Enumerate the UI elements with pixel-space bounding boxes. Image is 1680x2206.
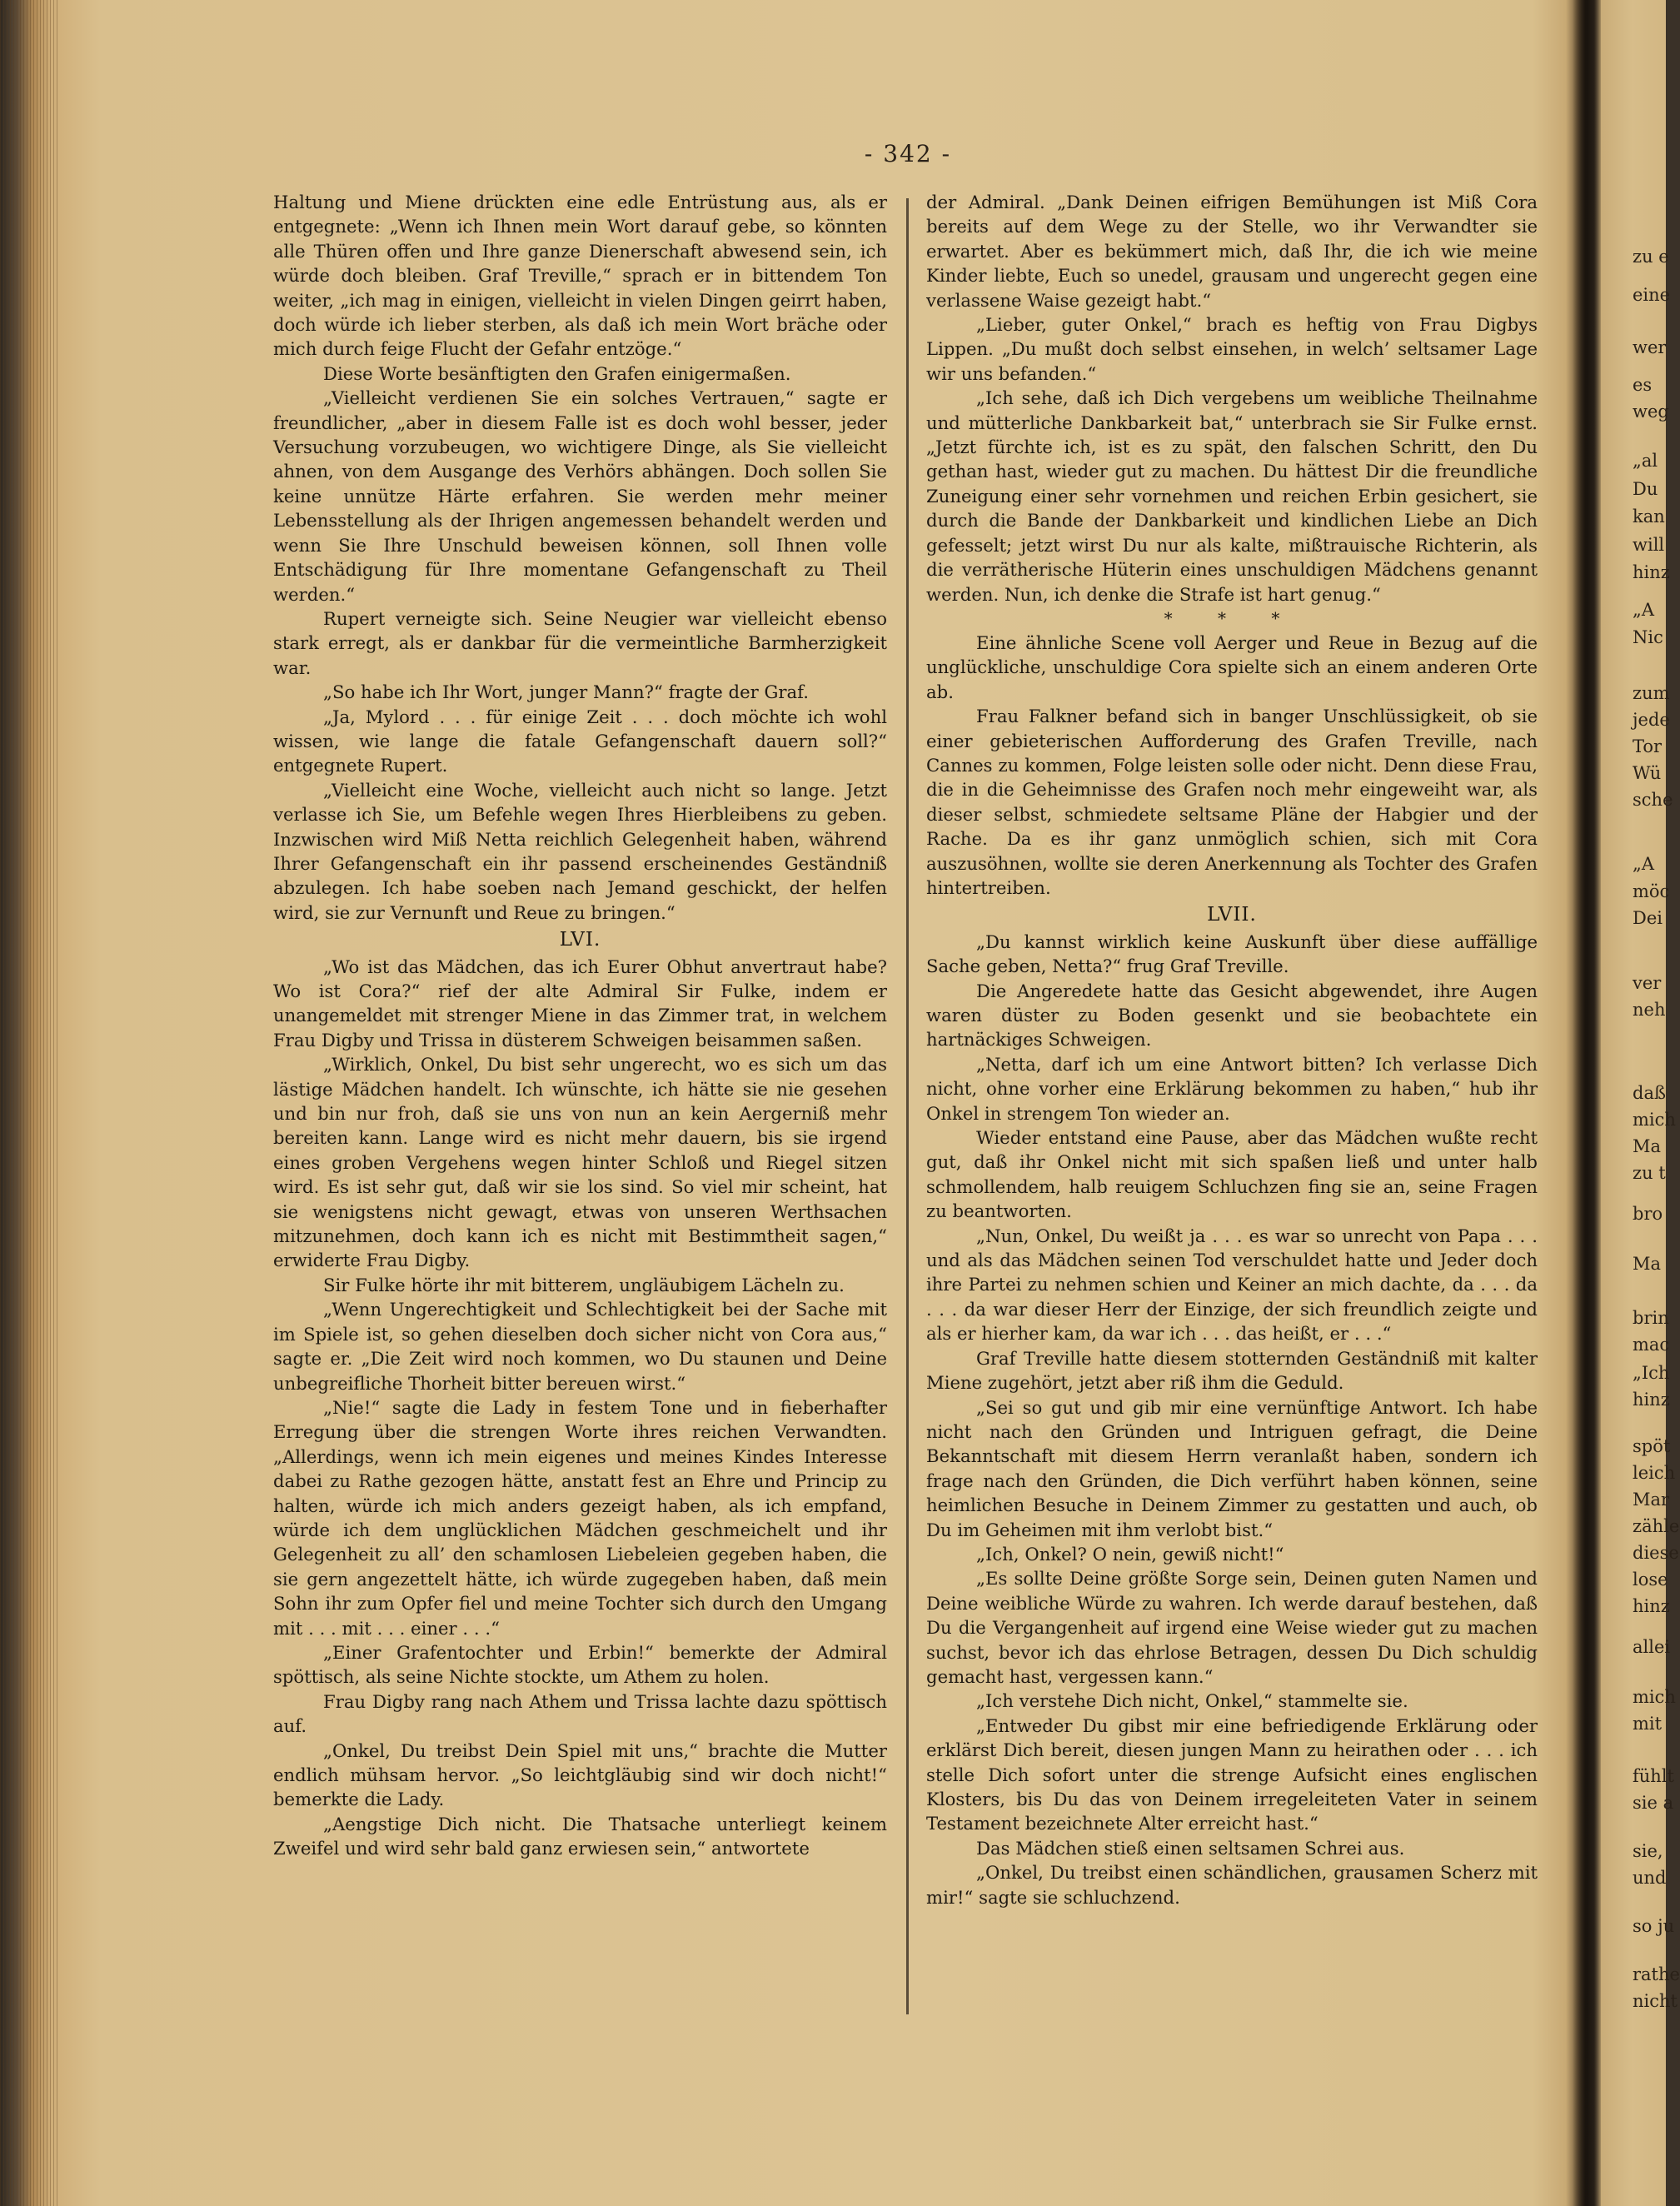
paragraph: Die Angeredete hatte das Gesicht abgewendet, ihre Augen waren düster zu Boden gesenkt und sie beobachtete ein hartnäckiges Schweigen.	[926, 980, 1538, 1051]
paragraph: „Wo ist das Mädchen, das ich Eurer Obhut anvertraut habe? Wo ist Cora?“ rief der alte Admiral Sir Fulke, indem er unangemeldet mit strenger Miene in das Zimmer trat, in welchem Frau Digby und Trissa in düsterem Schweigen beisammen saßen.	[273, 956, 887, 1051]
paragraph: „Es sollte Deine größte Sorge sein, Deinen guten Namen und Deine weibliche Würde zu wahren. Ich werde darauf bestehen, daß Du die Vergangenheit auf irgend eine Weise wieder gut zu machen suchst, bevor ich das ehrlose Betragen, dessen Du Dich schuldig gemacht hast, vergessen kann.“	[926, 1568, 1538, 1687]
paragraph: „Vielleicht verdienen Sie ein solches Vertrauen,“ sagte er freundlicher, „aber in diesem Falle ist es doch wohl besser, jeder Versuchung vorzubeugen, wo wichtigere Dinge, als Sie vielleicht ahnen, von dem Ausgange des Verhörs abhängen. Doch sollen Sie keine unnütze Härte erfahren. Sie werden mehr meiner Lebensstellung als der Ihrigen angemessen behandelt werden und wenn Sie Ihre Unschuld beweisen können, soll Ihnen volle Entschädigung für Ihre momentane Gefangenschaft zu Theil werden.“	[273, 387, 887, 605]
next-page-fragment: so ju	[1633, 1916, 1675, 1936]
next-page-fragment: zu t	[1633, 1163, 1666, 1183]
right-text-column	[926, 190, 1538, 1909]
next-page-fragment: hinz	[1633, 1390, 1670, 1410]
paragraph: „Einer Grafentochter und Erbin!“ bemerkte der Admiral spöttisch, als seine Nichte stockte, um Athem zu holen.	[273, 1641, 887, 1688]
next-page-fragment: diese	[1633, 1543, 1679, 1563]
next-page-fragment: sie a	[1633, 1793, 1674, 1813]
next-page-fragment: lose	[1633, 1570, 1668, 1590]
paragraph: „Ich sehe, daß ich Dich vergebens um weibliche Theilnahme und mütterliche Dankbarkeit bat,“ unterbrach sie Sir Fulke ernst. „Jetzt fürchte ich, ist es zu spät, den falschen Schritt, den Du gethan hast, wieder gut zu machen. Du hättest Dir die freundliche Zuneigung einer sehr vornehmen und reichen Erbin gesichert, sie durch die Bande der Dankbarkeit und kindlichen Liebe an Dich gefesselt; jetzt wirst Du nur als kalte, mißtrauische Richterin, als die verrätherische Hüterin eines unschuldigen Mädchens genannt werden. Nun, ich denke die Strafe ist hart genug.“	[926, 387, 1538, 605]
left-text-column	[273, 190, 887, 1861]
paragraph: „Ja, Mylord . . . für einige Zeit . . . doch möchte ich wohl wissen, wie lange die fatale Gefangenschaft dauern soll?“ entgegnete Rupert.	[273, 706, 887, 776]
paragraph: Eine ähnliche Scene voll Aerger und Reue in Bezug auf die unglückliche, unschuldige Cora spielte sich an einem anderen Orte ab.	[926, 631, 1538, 702]
book-gutter	[1573, 0, 1601, 2206]
next-page-fragment: weg	[1633, 402, 1669, 422]
next-page-fragment: zu e	[1633, 247, 1669, 267]
next-page-fragment: zum	[1633, 683, 1670, 703]
paragraph: Wieder entstand eine Pause, aber das Mädchen wußte recht gut, daß ihr Onkel nicht mit sich spaßen ließ und unter halb schmollendem, halb reuigem Schluchzen fing sie an, seine Fragen zu beantworten.	[926, 1127, 1538, 1222]
paragraph: „Sei so gut und gib mir eine vernünftige Antwort. Ich habe nicht nach den Gründen und Intriguen gefragt, die Deine Bekanntschaft mit diesem Herrn veranlaßt haben, sondern ich frage nach den Gründen, die Dich verführt haben können, seine heimlichen Besuche in Deinem Zimmer zu gestatten und auch, ob Du im Geheimen mit ihm verlobt bist.“	[926, 1396, 1538, 1540]
paragraph: „So habe ich Ihr Wort, junger Mann?“ fragte der Graf.	[323, 681, 809, 703]
next-page-fragment: mich	[1633, 1110, 1676, 1130]
next-page-fragment: Wü	[1633, 763, 1662, 783]
next-page-fragment: Ma	[1633, 1136, 1662, 1156]
next-page-fragment: und	[1633, 1868, 1667, 1888]
next-page-fragment: daß	[1633, 1083, 1666, 1103]
next-page-fragment: „Ich	[1633, 1363, 1670, 1383]
section-break-stars: * * *	[1164, 607, 1300, 628]
next-page-fragment: zähle	[1633, 1516, 1680, 1536]
next-page-fragment: wer	[1633, 337, 1667, 357]
next-page-fragment: eine	[1633, 285, 1671, 305]
next-page-fragment: Tor	[1633, 736, 1663, 756]
paragraph: Graf Treville hatte diesem stotternden Geständniß mit kalter Miene zugehört, jetzt aber riß ihm die Geduld.	[926, 1347, 1538, 1394]
paragraph: der Admiral. „Dank Deinen eifrigen Bemühungen ist Miß Cora bereits auf dem Wege zu der Stelle, wo ihr Verwandter sie erwartet. Aber es bekümmert mich, daß Ihr, die ich wie meine Kinder liebte, Euch so unedel, grausam und ungerecht gegen eine verlassene Waise gezeigt habt.“	[926, 192, 1538, 311]
next-page-fragment: kan	[1633, 507, 1665, 527]
paragraph: „Netta, darf ich um eine Antwort bitten? Ich verlasse Dich nicht, ohne vorher eine Erklärung bekommen zu haben,“ hub ihr Onkel in strengem Ton wieder an.	[926, 1053, 1538, 1124]
next-page-fragment: jede	[1633, 710, 1670, 730]
page-number: - 342 -	[864, 140, 952, 167]
next-page-fragment: sie,	[1633, 1841, 1663, 1861]
next-page-fragment: mit	[1633, 1714, 1663, 1734]
paragraph: Frau Falkner befand sich in banger Unschlüssigkeit, ob sie einer gebieterischen Aufforderung des Grafen Treville, nach Cannes zu kommen, Folge leisten solle oder nicht. Denn diese Frau, die in die Geheimnisse des Grafen noch mehr eingeweiht war, als dieser selbst, schmiedete seltsame Pläne der Habgier und der Rache. Da es ihr ganz unmöglich schien, sich mit Cora auszusöhnen, wollte sie deren Anerkennung als Tochter des Grafen hintertreiben.	[926, 706, 1538, 898]
paragraph: Diese Worte besänftigten den Grafen einigermaßen.	[323, 362, 791, 384]
next-page-fragment: ver	[1633, 973, 1662, 993]
chapter-heading: LVI.	[559, 929, 601, 951]
paragraph: Frau Digby rang nach Athem und Trissa lachte dazu spöttisch auf.	[273, 1690, 887, 1737]
paragraph: „Du kannst wirklich keine Auskunft über diese auffällige Sache geben, Netta?“ frug Graf Treville.	[926, 931, 1538, 977]
paragraph: „Entweder Du gibst mir eine befriedigende Erklärung oder erklärst Dich bereit, diesen jungen Mann zu heirathen oder . . . ich stelle Dich sofort unter die strenge Aufsicht eines englischen Klosters, bis Du das von Deinem irregeleiteten Vater in seinem Testament bezeichnete Alter erreicht hast.“	[926, 1714, 1538, 1834]
paragraph: Sir Fulke hörte ihr mit bitterem, ungläubigem Lächeln zu.	[323, 1274, 845, 1295]
next-page-fragment: Nic	[1633, 627, 1663, 647]
paragraph: „Nie!“ sagte die Lady in festem Tone und in fieberhafter Erregung über die strengen Worte ihres reichen Verwandten. „Allerdings, wenn ich mein eigenes und meines Kindes Interesse dabei zu Rathe gezogen hätte, anstatt fest an Ehre und Princip zu halten, würde ich mich anders gezeigt haben, als ich empfand, würde ich dem unglücklichen Mädchen geschmeichelt und ihr Gelegenheit zu all’ den schamlosen Liebeleien gegeben haben, die sie gern angezettelt hätte, ich würde zugegeben haben, daß mein Sohn ihr zum Opfer fiel und meine Tochter sich durch den Umgang mit . . . mit . . . einer . . .“	[273, 1396, 887, 1639]
next-page-fragment: „al	[1633, 451, 1658, 471]
paragraph: „Onkel, Du treibst einen schändlichen, grausamen Scherz mit mir!“ sagte sie schluchzend.	[926, 1862, 1538, 1908]
next-page-fragment: allei	[1633, 1637, 1671, 1657]
next-page-fragment: brin	[1633, 1308, 1669, 1328]
paragraph: „Lieber, guter Onkel,“ brach es heftig von Frau Digbys Lippen. „Du mußt doch selbst einsehen, in welch’ seltsamer Lage wir uns befanden.“	[926, 314, 1538, 384]
paragraph: „Onkel, Du treibst Dein Spiel mit uns,“ brachte die Mutter endlich mühsam hervor. „So leichtgläubig sind wir doch nicht!“ bemerkte die Lady.	[273, 1739, 887, 1810]
next-page-fragment: mich	[1633, 1687, 1676, 1707]
paragraph: Das Mädchen stieß einen seltsamen Schrei aus.	[976, 1837, 1405, 1859]
next-page-fragment: mac	[1633, 1335, 1670, 1355]
chapter-heading: LVII.	[1207, 904, 1257, 926]
next-page-fragment: sche	[1633, 790, 1673, 810]
next-page-fragment: spöt	[1633, 1436, 1671, 1456]
next-page-fragment: „A	[1633, 600, 1655, 620]
next-page-fragment: „A	[1633, 854, 1655, 874]
paragraph: „Ich verstehe Dich nicht, Onkel,“ stammelte sie.	[976, 1690, 1408, 1712]
next-page-fragment: Du	[1633, 479, 1658, 499]
next-page-fragment: hinz	[1633, 562, 1670, 582]
next-page-fragment: leich	[1633, 1463, 1676, 1483]
next-page-fragment: Dei	[1633, 908, 1663, 928]
paragraph: Haltung und Miene drückten eine edle Entrüstung aus, als er entgegnete: „Wenn ich Ihnen mein Wort darauf gebe, so könnten alle Thüren offen und Ihre ganze Dienerschaft abwesend sein, ich würde doch bleiben. Graf Treville,“ sprach er in bittendem Ton weiter, „ich mag in einigen, vielleicht in vielen Dingen geirrt haben, doch würde ich lieber sterben, als daß ich mein Wort bräche oder mich durch feige Flucht der Gefahr entzöge.“	[273, 192, 887, 360]
paragraph: „Wirklich, Onkel, Du bist sehr ungerecht, wo es sich um das lästige Mädchen handelt. Ich wünschte, ich hätte sie nie gesehen und bin nur froh, daß sie uns von nun an kein Aergerniß mehr bereiten kann. Lange wird es nicht mehr dauern, bis sie irgend eines groben Vergehens wegen hinter Schloß und Riegel sitzen wird. Es ist sehr gut, daß wir sie los sind. So viel mir scheint, hat sie wenigstens nicht gewagt, etwas von unseren Werthsachen mitzunehmen, doch kann ich es nicht mit Bestimmtheit sagen,“ erwiderte Frau Digby.	[273, 1054, 887, 1271]
paragraph: Rupert verneigte sich. Seine Neugier war vielleicht ebenso stark erregt, als er dankbar für die vermeintliche Barmherzigkeit war.	[273, 607, 887, 678]
paragraph: „Aengstige Dich nicht. Die Thatsache unterliegt keinem Zweifel und wird sehr bald ganz erwiesen sein,“ antwortete	[273, 1813, 887, 1859]
next-page-fragment: neh	[1633, 1000, 1666, 1020]
next-page-edge-fragment	[1606, 0, 1680, 2206]
next-page-fragment: rathe	[1633, 1964, 1680, 1984]
page-edges	[0, 0, 58, 2206]
paragraph: „Nun, Onkel, Du weißt ja . . . es war so unrecht von Papa . . . und als das Mädchen seinen Tod verschuldet hatte und Jeder doch ihre Partei zu nehmen schien und Keiner an mich dachte, da . . . da . . . da war dieser Herr der Einzige, der sich freundlich zeigte und als er hierher kam, da war ich . . . das heißt, er . . .“	[926, 1225, 1538, 1345]
paragraph: „Wenn Ungerechtigkeit und Schlechtigkeit bei der Sache mit im Spiele ist, so gehen dieselben doch sicher nicht von Cora aus,“ sagte er. „Die Zeit wird noch kommen, wo Du staunen und Deine unbegreifliche Thorheit bitter bereuen wirst.“	[273, 1299, 887, 1394]
paragraph: „Vielleicht eine Woche, vielleicht auch nicht so lange. Jetzt verlasse ich Sie, um Befehle wegen Ihres Hierbleibens zu geben. Inzwischen wird Miß Netta reichlich Gelegenheit haben, während Ihrer Gefangenschaft ein ihr passend erscheinendes Geständniß abzulegen. Ich habe soeben nach Jemand geschickt, der helfen wird, sie zur Vernunft und Reue zu bringen.“	[273, 779, 887, 923]
next-page-fragment: nicht	[1633, 1991, 1678, 2011]
next-page-fragment: Ma	[1633, 1254, 1662, 1274]
next-page-fragment: fühlt	[1633, 1766, 1674, 1786]
next-page-fragment: bro	[1633, 1204, 1663, 1224]
column-divider	[906, 198, 909, 2014]
next-page-fragment: es	[1633, 375, 1653, 395]
next-page-fragment: möc	[1633, 881, 1670, 901]
next-page-fragment: will	[1633, 535, 1665, 555]
next-page-fragment: Mar	[1633, 1490, 1670, 1510]
paragraph: „Ich, Onkel? O nein, gewiß nicht!“	[976, 1543, 1284, 1565]
next-page-fragment: hinz	[1633, 1596, 1670, 1616]
